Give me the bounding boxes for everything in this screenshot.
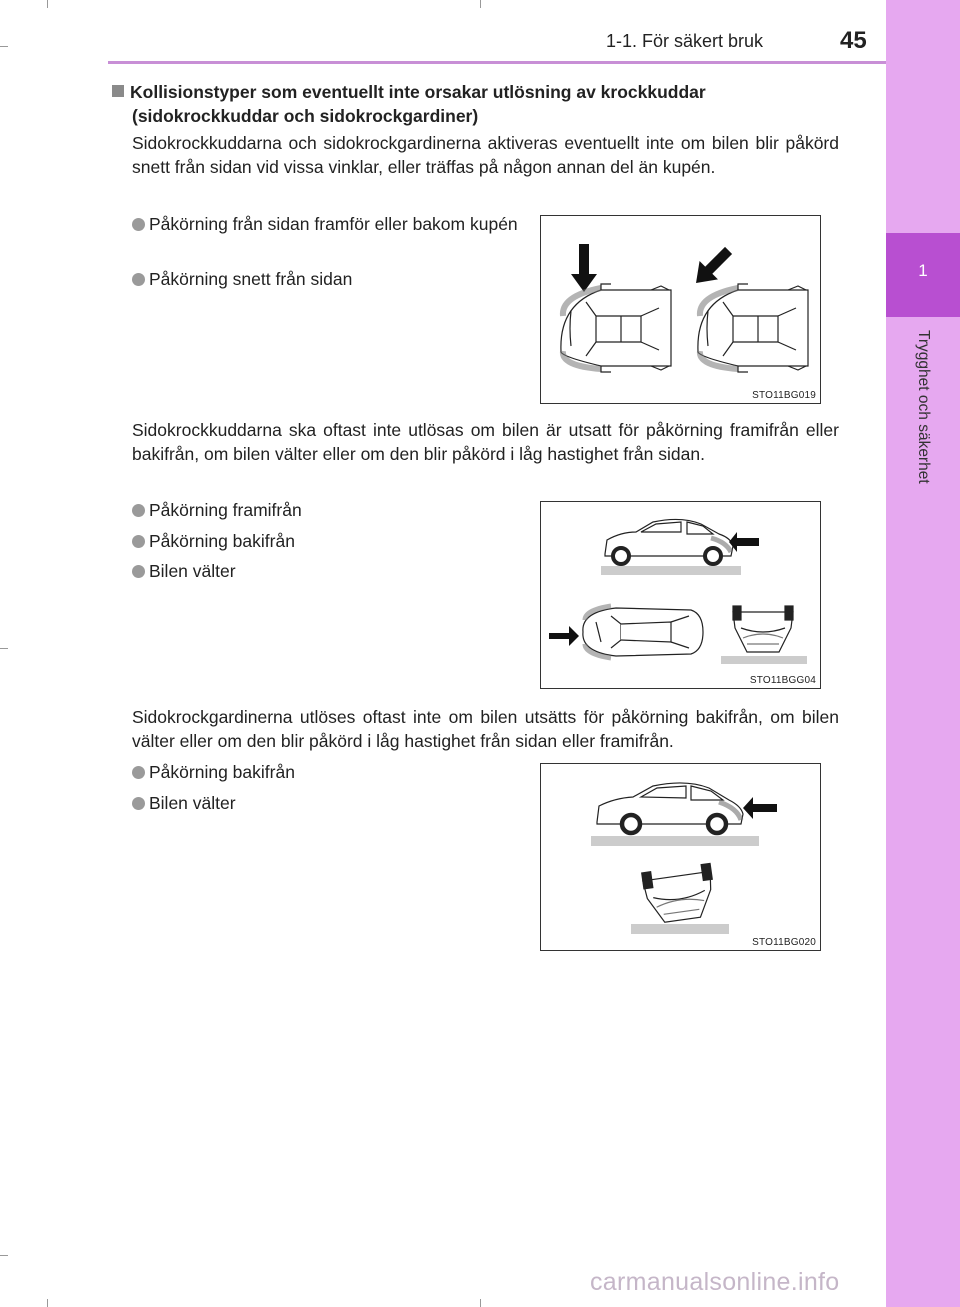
list-item-text: Påkörning från sidan framför eller bakom kupén — [149, 214, 518, 234]
bullet-dot-icon — [132, 797, 145, 810]
list-item — [132, 791, 527, 815]
paragraph: Sidokrockgardinerna utlöses oftast inte om bilen utsätts för påkörning bakifrån, om bilen välter eller om den blir påkörd i låg hastighet från sidan eller framifrån. — [132, 707, 839, 751]
list-item — [132, 212, 524, 236]
figure-code: STO11BGG04 — [749, 675, 816, 686]
paragraph: Sidokrockkuddarna ska oftast inte utlösas om bilen är utsatt för påkörning framifrån eller bakifrån, om bilen välter eller om den blir påkörd i låg hastighet från sidan. — [132, 420, 839, 464]
section-heading — [112, 80, 842, 128]
heading-line-2: (sidokrockkuddar och sidokrockgardiner) — [132, 106, 479, 126]
crop-mark — [480, 0, 481, 8]
list-item — [132, 498, 527, 522]
crop-mark — [480, 1299, 481, 1307]
list-item — [132, 760, 527, 784]
bullet-dot-icon — [132, 766, 145, 779]
list-item-text: Bilen välter — [149, 793, 236, 813]
list-item-text: Påkörning bakifrån — [149, 762, 295, 782]
list-item — [132, 529, 527, 553]
list-item-text: Påkörning bakifrån — [149, 531, 295, 551]
bullet-dot-icon — [132, 535, 145, 548]
bullet-dot-icon — [132, 565, 145, 578]
cars-top-view-illustration — [541, 216, 820, 403]
bullet-dot-icon — [132, 273, 145, 286]
cars-rear-rollover-illustration — [541, 764, 820, 950]
crop-mark — [47, 1299, 48, 1307]
paragraph: Sidokrockkuddarna och sidokrockgardinerna aktiveras eventuellt inte om bilen blir påkörd snett från sidan vid vissa vinklar, eller träffas på någon annan del än kupén. — [132, 133, 839, 177]
square-bullet-icon — [112, 85, 124, 97]
section-title: 1-1. För säkert bruk — [606, 31, 764, 51]
chapter-tab[interactable] — [886, 233, 960, 317]
chapter-number: 1 — [918, 261, 928, 280]
list-item-text: Påkörning framifrån — [149, 500, 302, 520]
chapter-title: Trygghet och säkerhet — [915, 330, 932, 484]
bullet-dot-icon — [132, 504, 145, 517]
crop-mark — [47, 0, 48, 8]
list-item — [132, 559, 527, 583]
cars-side-top-rollover-illustration — [541, 502, 820, 688]
figure-code: STO11BG020 — [752, 937, 816, 948]
list-item-text: Påkörning snett från sidan — [149, 269, 353, 289]
crop-mark — [0, 1255, 8, 1256]
list-item-text: Bilen välter — [149, 561, 236, 581]
figure-code: STO11BG019 — [752, 390, 816, 401]
figure-rear-rollover — [540, 763, 821, 951]
chapter-sidebar — [886, 0, 960, 1307]
figure-front-rear-rollover — [540, 501, 821, 689]
page-number: 45 — [840, 27, 867, 54]
watermark: carmanualsonline.info — [590, 1268, 840, 1296]
heading-line-1: Kollisionstyper som eventuellt inte orsakar utlösning av krockkuddar — [130, 82, 706, 102]
list-item — [132, 267, 527, 291]
figure-side-impact — [540, 215, 821, 404]
crop-mark — [0, 46, 8, 47]
header-rule — [108, 61, 886, 64]
crop-mark — [0, 648, 8, 649]
bullet-dot-icon — [132, 218, 145, 231]
